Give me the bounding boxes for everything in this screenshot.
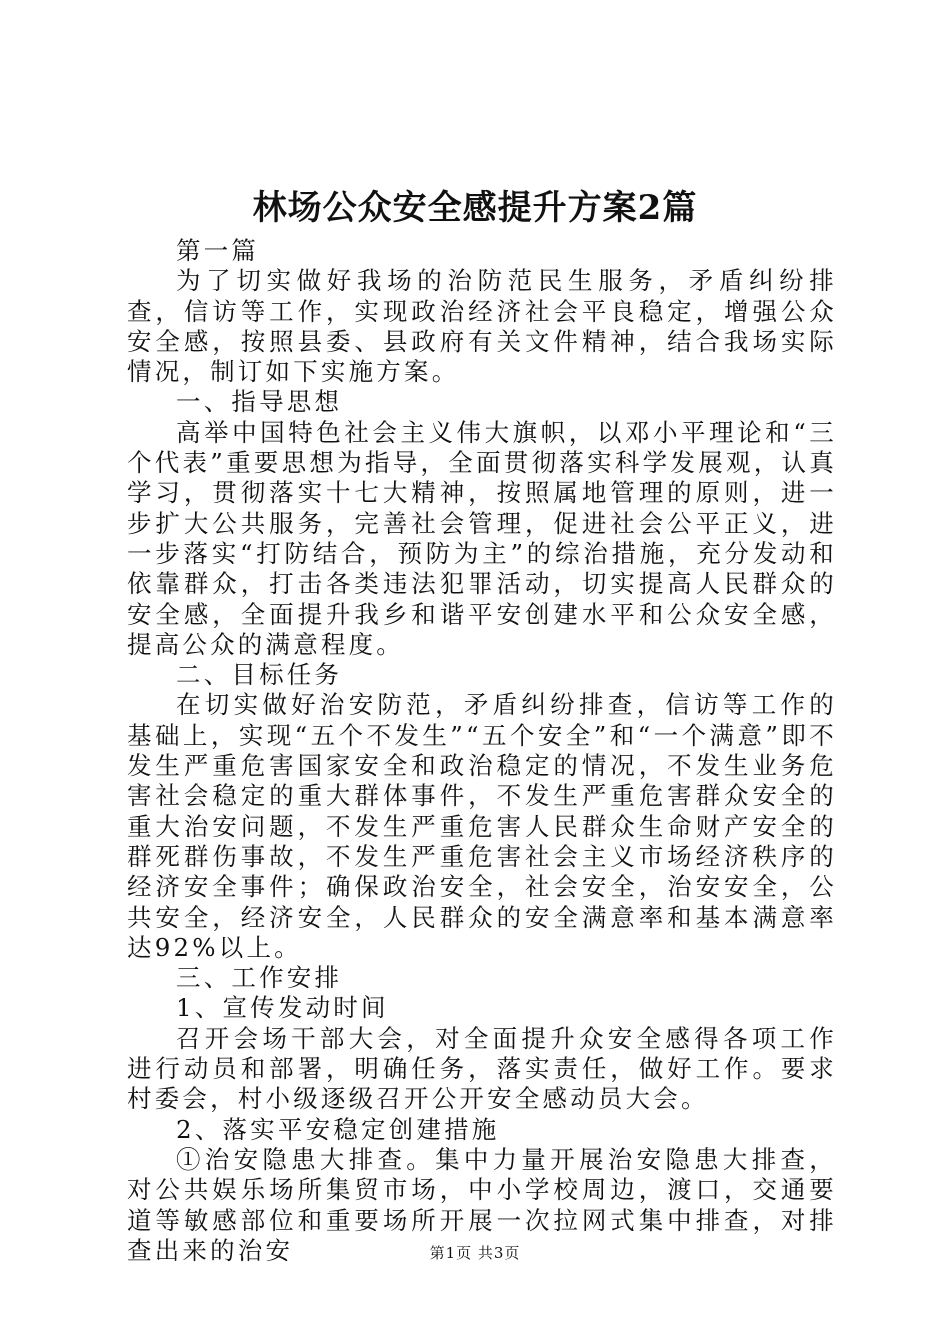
body-paragraph: 召开会场干部大会，对全面提升众安全感得各项工作进行动员和部署，明确任务，落实责任，做好工作。要求村委会，村小级逐级召开公开安全感动员大会。 <box>127 1023 837 1114</box>
body-paragraph: 在切实做好治安防范，矛盾纠纷排查，信访等工作的基础上，实现“五个不发生”“五个安全”和“一个满意”即不发生严重危害国家安全和政治稳定的情况，不发生业务危害社会稳定的重大群体事件，不发生严重危害群众安全的重大治安问题，不发生严重危害人民群众生命财产安全的群死群伤事故，不发生严重危害社会主义市场经济秩序的经济安全事件；确保政治安全，社会安全，治安安全，公共安全，经济安全，人民群众的安全满意率和基本满意率达92%以上。 <box>127 690 837 962</box>
section-heading: 一、指导思想 <box>176 387 343 417</box>
body-paragraph: 为了切实做好我场的治防范民生服务，矛盾纠纷排查，信访等工作，实现政治经济社会平良稳定，增强公众安全感，按照县委、县政府有关文件精神，结合我场实际情况，制订如下实施方案。 <box>127 266 837 387</box>
body-paragraph: ①治安隐患大排查。集中力量开展治安隐患大排查，对公共娱乐场所集贸市场，中小学校周边，渡口，交通要道等敏感部位和重要场所开展一次拉网式集中排查，对排查出来的治安 <box>127 1144 837 1265</box>
document-body <box>127 236 837 1266</box>
document-title: 林场公众安全感提升方案2篇 <box>252 188 698 228</box>
section-heading: 第一篇 <box>176 236 260 265</box>
section-heading: 三、工作安排 <box>176 963 343 993</box>
section-heading: 二、目标任务 <box>176 660 343 690</box>
page-footer: 第1页 共3页 <box>429 1244 521 1262</box>
subsection-heading: 1、宣传发动时间 <box>176 993 389 1023</box>
body-paragraph: 高举中国特色社会主义伟大旗帜，以邓小平理论和“三个代表”重要思想为指导，全面贯彻落实科学发展观，认真学习，贯彻落实十七大精神，按照属地管理的原则，进一步扩大公共服务，完善社会管理，促进社会公平正义，进一步落实“打防结合，预防为主”的综治措施，充分发动和依靠群众，打击各类违法犯罪活动，切实提高人民群众的安全感，全面提升我乡和谐平安创建水平和公众安全感，提高公众的满意程度。 <box>127 417 837 659</box>
subsection-heading: 2、落实平安稳定创建措施 <box>176 1114 500 1144</box>
